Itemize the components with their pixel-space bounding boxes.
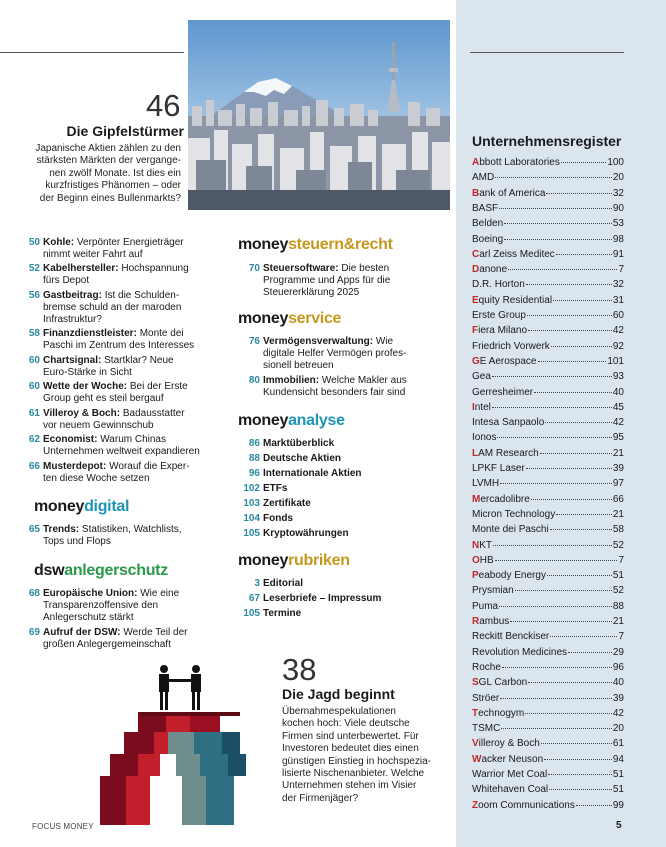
feature-teaser: Japanische Aktien zählen zu den stärksten Märkten der vergange- nen zwölf Monate. Ist dies ein kurzfristiges Phänomen – oder der Beginn eines Bullenmarkts? — [35, 143, 181, 204]
leader-dots — [546, 193, 611, 194]
register-entry-page: 20 — [612, 172, 624, 184]
register-entry-name: Boeing — [472, 233, 504, 245]
register-entry-name: LPKF Laser — [472, 463, 525, 474]
register-entry[interactable] — [472, 294, 624, 308]
register-entry-page: 98 — [612, 233, 624, 245]
register-entry-page: 51 — [612, 570, 624, 582]
register-entry[interactable] — [472, 263, 624, 277]
register-entry[interactable] — [472, 386, 624, 400]
leader-dots — [504, 239, 612, 240]
handshake-arch-illustration — [84, 655, 284, 825]
register-entry[interactable] — [472, 569, 624, 583]
register-entry-page: 45 — [612, 401, 624, 413]
register-entry-page: 39 — [612, 692, 624, 704]
register-entry-name: Zoom Communications — [472, 799, 575, 811]
register-entry-name: Monte dei Paschi — [472, 524, 549, 536]
register-entry[interactable] — [472, 661, 624, 675]
feature2-title[interactable]: Die Jagd beginnt — [282, 686, 395, 702]
leader-dots — [492, 407, 612, 408]
register-entry-page: 29 — [612, 646, 624, 658]
register-entry-page: 60 — [612, 310, 624, 321]
register-entry-name: Technogym — [472, 707, 525, 719]
register-entry-page: 88 — [612, 600, 624, 612]
register-entry-page: 66 — [612, 493, 624, 505]
register-entry-name: AMD — [472, 172, 495, 184]
register-entry[interactable] — [472, 584, 624, 598]
register-entry-name: Reckitt Benckiser — [472, 631, 550, 643]
register-entry-page: 40 — [612, 677, 624, 689]
leader-dots — [568, 652, 612, 653]
register-entry-page: 96 — [612, 661, 624, 673]
register-entry-name: BASF — [472, 202, 499, 214]
register-entry[interactable] — [472, 171, 624, 185]
register-entry[interactable] — [472, 508, 624, 522]
register-entry-name: Ionos — [472, 432, 497, 444]
register-entry-page: 53 — [612, 218, 624, 230]
feature2-page-number: 38 — [282, 652, 317, 687]
register-entry[interactable] — [472, 431, 624, 445]
register-entry-name: Revolution Medicines — [472, 646, 568, 658]
leader-dots — [499, 606, 612, 607]
leader-dots — [534, 392, 612, 393]
register-entry[interactable] — [472, 692, 624, 706]
register-entry[interactable] — [472, 630, 624, 644]
register-entry[interactable] — [472, 309, 624, 323]
register-entry-name: Belden — [472, 218, 504, 230]
register-entry-page: 91 — [612, 248, 624, 260]
register-entry[interactable] — [472, 477, 624, 491]
register-entry[interactable] — [472, 248, 624, 262]
register-entry-name: SGL Carbon — [472, 677, 528, 689]
register-entry-name: D.R. Horton — [472, 279, 525, 291]
leader-dots — [495, 177, 612, 178]
register-entry[interactable] — [472, 615, 624, 629]
leader-dots — [526, 468, 612, 469]
register-entry[interactable] — [472, 523, 624, 537]
register-entry-page: 21 — [612, 616, 624, 627]
section-heading-digital: moneydigital — [34, 498, 130, 515]
register-entry-name: Gerresheimer — [472, 386, 534, 398]
leader-dots — [550, 529, 612, 530]
register-entry[interactable] — [472, 600, 624, 614]
section-heading-service: moneyservice — [238, 310, 342, 327]
leader-dots — [540, 453, 612, 454]
feature-title[interactable]: Die Gipfelstürmer — [66, 123, 184, 139]
register-entry[interactable] — [472, 783, 624, 797]
footer-publication: FOCUS MONEY — [32, 822, 94, 831]
section-heading-analyse: moneyanalyse — [238, 412, 345, 429]
leader-dots — [525, 713, 612, 714]
register-entry-page: 51 — [612, 784, 624, 796]
leader-dots — [531, 499, 612, 500]
leader-dots — [500, 483, 612, 484]
register-entry-page: 100 — [607, 157, 624, 168]
register-entry-page: 42 — [612, 707, 624, 719]
leader-dots — [508, 269, 617, 270]
register-entry-page: 7 — [618, 631, 624, 643]
register-entry[interactable] — [472, 217, 624, 231]
leader-dots — [548, 774, 612, 775]
leader-dots — [551, 346, 612, 347]
register-entry[interactable] — [472, 355, 624, 369]
top-rule-left — [0, 52, 184, 53]
page-number: 5 — [616, 820, 622, 831]
register-entry-page: 61 — [612, 738, 624, 750]
register-entry-name: TSMC — [472, 723, 501, 735]
register-entry-name: Intel — [472, 401, 491, 413]
register-entry[interactable] — [472, 202, 624, 216]
register-title: Unternehmensregister — [472, 133, 622, 149]
section-heading-anlegerschutz: dswanlegerschutz — [34, 562, 168, 579]
register-entry-page: 40 — [612, 386, 624, 398]
leader-dots — [545, 422, 612, 423]
register-entry-name: Bank of America — [472, 187, 546, 199]
leader-dots — [538, 361, 607, 362]
register-entry[interactable] — [472, 707, 624, 721]
register-entry[interactable] — [472, 340, 624, 354]
register-entry-page: 42 — [612, 325, 624, 337]
register-entry-name: Carl Zeiss Meditec — [472, 248, 555, 260]
leader-dots — [501, 728, 612, 729]
leader-dots — [526, 284, 612, 285]
leader-dots — [528, 682, 612, 683]
register-entry[interactable] — [472, 753, 624, 767]
register-entry[interactable] — [472, 676, 624, 690]
register-entry-page: 51 — [612, 769, 624, 780]
register-entry-name: Prysmian — [472, 585, 514, 597]
register-entry-name: Ströer — [472, 692, 500, 704]
register-entry[interactable] — [472, 799, 624, 813]
register-entry-page: 101 — [607, 355, 624, 367]
register-entry-name: LAM Research — [472, 447, 539, 459]
register-entry-name: Peabody Energy — [472, 570, 546, 582]
leader-dots — [502, 667, 612, 668]
register-entry-name: GE Aerospace — [472, 355, 537, 367]
leader-dots — [547, 575, 612, 576]
leader-dots — [549, 789, 612, 790]
register-entry-page: 58 — [612, 524, 624, 536]
leader-dots — [493, 545, 612, 546]
leader-dots — [556, 254, 612, 255]
register-entry-page: 95 — [612, 432, 624, 444]
leader-dots — [553, 300, 612, 301]
leader-dots — [527, 315, 612, 316]
leader-dots — [556, 514, 612, 515]
register-entry-name: Warrior Met Coal — [472, 769, 548, 780]
register-entry-page: 7 — [618, 554, 624, 566]
register-entry-page: 31 — [612, 294, 624, 306]
register-entry-page: 32 — [612, 279, 624, 291]
register-entry[interactable] — [472, 187, 624, 201]
leader-dots — [561, 162, 606, 163]
register-entry[interactable] — [472, 768, 624, 782]
register-entry-page: 21 — [612, 508, 624, 520]
sidebar-top-rule — [470, 52, 624, 53]
register-entry-name: OHB — [472, 554, 494, 566]
register-entry[interactable] — [472, 156, 624, 170]
register-entry-name: Intesa Sanpaolo — [472, 417, 545, 429]
register-entry-name: Friedrich Vorwerk — [472, 340, 550, 352]
register-entry[interactable] — [472, 324, 624, 338]
register-entry-name: Roche — [472, 661, 501, 673]
tokyo-skyline-photo — [188, 20, 450, 210]
register-entry[interactable] — [472, 554, 624, 568]
register-entry-name: Wacker Neuson — [472, 753, 544, 765]
register-entry-page: 93 — [612, 371, 624, 383]
leader-dots — [576, 805, 612, 806]
register-entry-page: 99 — [612, 799, 624, 811]
register-entry-page: 7 — [618, 264, 624, 276]
register-entry-page: 94 — [612, 753, 624, 765]
leader-dots — [541, 743, 612, 744]
register-entry[interactable] — [472, 462, 624, 476]
register-entry[interactable] — [472, 646, 624, 660]
register-entry-page: 39 — [612, 463, 624, 474]
register-entry-page: 32 — [612, 187, 624, 199]
leader-dots — [544, 759, 612, 760]
register-entry-page: 52 — [612, 585, 624, 597]
leader-dots — [528, 330, 612, 331]
register-entry[interactable] — [472, 233, 624, 247]
register-entry-name: Mercadolibre — [472, 493, 530, 505]
register-entry-name: Villeroy & Boch — [472, 738, 540, 750]
register-entry-name: Puma — [472, 600, 499, 612]
register-entry-name: Whitehaven Coal — [472, 784, 549, 796]
register-entry[interactable] — [472, 278, 624, 292]
register-entry[interactable] — [472, 737, 624, 751]
section-heading-steuern-recht: moneysteuern&recht — [238, 236, 393, 253]
leader-dots — [492, 376, 612, 377]
register-entry-page: 97 — [612, 478, 624, 490]
register-entry-name: Danone — [472, 264, 508, 276]
leader-dots — [510, 621, 612, 622]
leader-dots — [550, 636, 617, 637]
register-entry-name: Rambus — [472, 616, 510, 627]
register-entry-page: 20 — [612, 723, 624, 735]
register-entry-name: LVMH — [472, 478, 500, 490]
register-entry[interactable] — [472, 447, 624, 461]
register-entry-name: NKT — [472, 539, 493, 551]
register-entry[interactable] — [472, 370, 624, 384]
register-entry-name: Erste Group — [472, 310, 526, 321]
leader-dots — [504, 223, 612, 224]
register-entry-name: Gea — [472, 371, 491, 383]
leader-dots — [499, 208, 612, 209]
register-entry-page: 21 — [612, 447, 624, 459]
register-entry-name: Abbott Laboratories — [472, 157, 560, 168]
register-entry[interactable] — [472, 401, 624, 415]
register-entry-page: 52 — [612, 539, 624, 551]
feature2-teaser: Übernahmespekulationen kochen hoch: Viele deutsche Firmen sind unterbewertet. Für Investoren bedeutet dies einen günstigen Einstieg in hochspezia- lisierte Nischenanbieter. Welche Unternehmen stehen im Visier der Firmenjäger? — [282, 706, 431, 804]
register-entry[interactable] — [472, 722, 624, 736]
leader-dots — [515, 590, 612, 591]
feature-page-number: 46 — [146, 88, 181, 123]
register-entry-page: 42 — [612, 417, 624, 429]
register-entry-page: 90 — [612, 202, 624, 214]
leader-dots — [500, 698, 612, 699]
register-entry-page: 92 — [612, 340, 624, 352]
register-entry[interactable] — [472, 416, 624, 430]
register-entry-name: Fiera Milano — [472, 325, 528, 337]
leader-dots — [497, 437, 611, 438]
section-heading-rubriken: moneyrubriken — [238, 552, 350, 569]
register-entry-name: Equity Residential — [472, 294, 553, 306]
register-entry[interactable] — [472, 493, 624, 507]
leader-dots — [495, 560, 618, 561]
register-entry-name: Micron Technology — [472, 508, 556, 520]
register-entry[interactable] — [472, 539, 624, 553]
